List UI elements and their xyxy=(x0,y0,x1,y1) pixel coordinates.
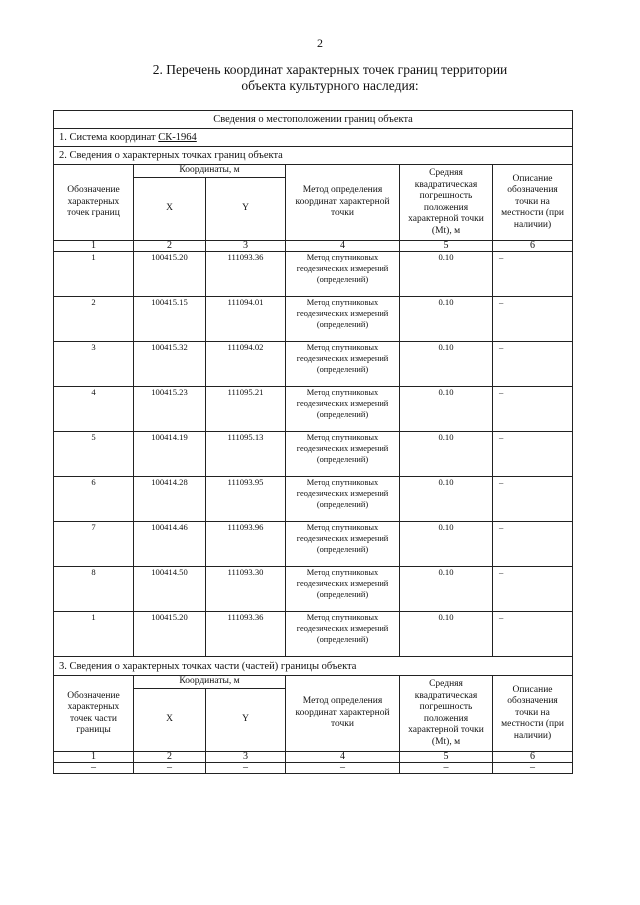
col-method: Метод определения координат характерной точки xyxy=(286,165,400,241)
cell-x: 100415.23 xyxy=(134,387,206,432)
cell-error: 0.10 xyxy=(400,297,493,342)
table-row xyxy=(54,477,573,522)
title-line-2: объекта культурного наследия: xyxy=(241,78,419,93)
col-description: Описание обозначения точки на местности (при наличии) xyxy=(493,165,573,241)
cell-method: Метод спутниковых геодезических измерений (определений) xyxy=(286,342,400,387)
cell-error: 0.10 xyxy=(400,567,493,612)
cell-y: 111093.95 xyxy=(206,477,286,522)
col-point-designation-part: Обозначение характерных точек части границы xyxy=(54,676,134,752)
cell-y: 111093.96 xyxy=(206,522,286,567)
coordinate-system-row xyxy=(54,129,573,147)
page-number: 2 xyxy=(317,36,323,50)
col-coordinates: Координаты, м xyxy=(134,165,286,178)
table-row xyxy=(54,432,573,477)
cell-point: 4 xyxy=(54,387,134,432)
table-row xyxy=(54,387,573,432)
cell-x: 100415.20 xyxy=(134,612,206,657)
cell-x: 100414.46 xyxy=(134,522,206,567)
cell-point: 2 xyxy=(54,297,134,342)
cell-description: – xyxy=(493,567,573,612)
cell-empty: – xyxy=(206,763,286,774)
cell-description: – xyxy=(493,342,573,387)
cell-error: 0.10 xyxy=(400,252,493,297)
cell-error: 0.10 xyxy=(400,432,493,477)
cell-point: 5 xyxy=(54,432,134,477)
cell-description: – xyxy=(493,612,573,657)
section-3-heading: 3. Сведения о характерных точках части (частей) границы объекта xyxy=(54,657,573,676)
cell-description: – xyxy=(493,477,573,522)
part-data-row xyxy=(54,763,573,774)
coordinate-system-label: 1. Система координат xyxy=(59,132,156,143)
col-number: 5 xyxy=(400,752,493,763)
cell-error: 0.10 xyxy=(400,387,493,432)
col-error: Средняя квадратическая погрешность положения характерной точки (Mt), м xyxy=(400,165,493,241)
cell-error: 0.10 xyxy=(400,342,493,387)
cell-x: 100415.15 xyxy=(134,297,206,342)
col-number: 2 xyxy=(134,241,206,252)
cell-method: Метод спутниковых геодезических измерений (определений) xyxy=(286,567,400,612)
cell-empty: – xyxy=(400,763,493,774)
cell-method: Метод спутниковых геодезических измерений (определений) xyxy=(286,477,400,522)
cell-point: 1 xyxy=(54,252,134,297)
table-row xyxy=(54,612,573,657)
cell-point: 8 xyxy=(54,567,134,612)
col-number: 1 xyxy=(54,241,134,252)
cell-error: 0.10 xyxy=(400,612,493,657)
cell-x: 100415.32 xyxy=(134,342,206,387)
coordinate-system-value: СК-1964 xyxy=(158,132,197,143)
cell-x: 100414.28 xyxy=(134,477,206,522)
col-number: 6 xyxy=(493,241,573,252)
col-number: 3 xyxy=(206,241,286,252)
col-number: 3 xyxy=(206,752,286,763)
cell-description: – xyxy=(493,432,573,477)
col-x-part: X xyxy=(134,689,206,752)
column-numbers-row xyxy=(54,241,573,252)
table-row xyxy=(54,342,573,387)
table-row xyxy=(54,522,573,567)
col-number: 4 xyxy=(286,241,400,252)
title-line-1: 2. Перечень координат характерных точек границ территории xyxy=(152,62,508,77)
cell-error: 0.10 xyxy=(400,522,493,567)
col-number: 2 xyxy=(134,752,206,763)
cell-empty: – xyxy=(493,763,573,774)
cell-x: 100415.20 xyxy=(134,252,206,297)
section-2-heading: 2. Сведения о характерных точках границ объекта xyxy=(54,147,573,165)
cell-point: 7 xyxy=(54,522,134,567)
cell-empty: – xyxy=(134,763,206,774)
cell-y: 111094.02 xyxy=(206,342,286,387)
col-description-part: Описание обозначения точки на местности (при наличии) xyxy=(493,676,573,752)
cell-x: 100414.50 xyxy=(134,567,206,612)
cell-error: 0.10 xyxy=(400,477,493,522)
col-number: 5 xyxy=(400,241,493,252)
cell-method: Метод спутниковых геодезических измерений (определений) xyxy=(286,297,400,342)
coordinates-table xyxy=(53,110,573,774)
col-number: 1 xyxy=(54,752,134,763)
cell-description: – xyxy=(493,522,573,567)
cell-description: – xyxy=(493,297,573,342)
cell-method: Метод спутниковых геодезических измерений (определений) xyxy=(286,612,400,657)
cell-description: – xyxy=(493,387,573,432)
cell-x: 100414.19 xyxy=(134,432,206,477)
cell-y: 111093.36 xyxy=(206,612,286,657)
table-header: Сведения о местоположении границ объекта xyxy=(54,111,573,129)
cell-y: 111093.30 xyxy=(206,567,286,612)
cell-y: 111095.13 xyxy=(206,432,286,477)
cell-description: – xyxy=(493,252,573,297)
cell-y: 111093.36 xyxy=(206,252,286,297)
col-x: X xyxy=(134,178,206,241)
col-coordinates-part: Координаты, м xyxy=(134,676,286,689)
cell-method: Метод спутниковых геодезических измерений (определений) xyxy=(286,432,400,477)
cell-empty: – xyxy=(54,763,134,774)
cell-point: 3 xyxy=(54,342,134,387)
col-number: 4 xyxy=(286,752,400,763)
page-title xyxy=(60,62,600,94)
cell-method: Метод спутниковых геодезических измерений (определений) xyxy=(286,387,400,432)
cell-empty: – xyxy=(286,763,400,774)
cell-method: Метод спутниковых геодезических измерений (определений) xyxy=(286,252,400,297)
col-method-part: Метод определения координат характерной точки xyxy=(286,676,400,752)
column-numbers-row-part xyxy=(54,752,573,763)
col-number: 6 xyxy=(493,752,573,763)
col-y-part: Y xyxy=(206,689,286,752)
col-error-part: Средняя квадратическая погрешность положения характерной точки (Mt), м xyxy=(400,676,493,752)
col-y: Y xyxy=(206,178,286,241)
table-row xyxy=(54,567,573,612)
table-row xyxy=(54,252,573,297)
cell-y: 111095.21 xyxy=(206,387,286,432)
cell-method: Метод спутниковых геодезических измерений (определений) xyxy=(286,522,400,567)
cell-point: 1 xyxy=(54,612,134,657)
cell-point: 6 xyxy=(54,477,134,522)
table-row xyxy=(54,297,573,342)
col-point-designation: Обозначение характерных точек границ xyxy=(54,165,134,241)
cell-y: 111094.01 xyxy=(206,297,286,342)
